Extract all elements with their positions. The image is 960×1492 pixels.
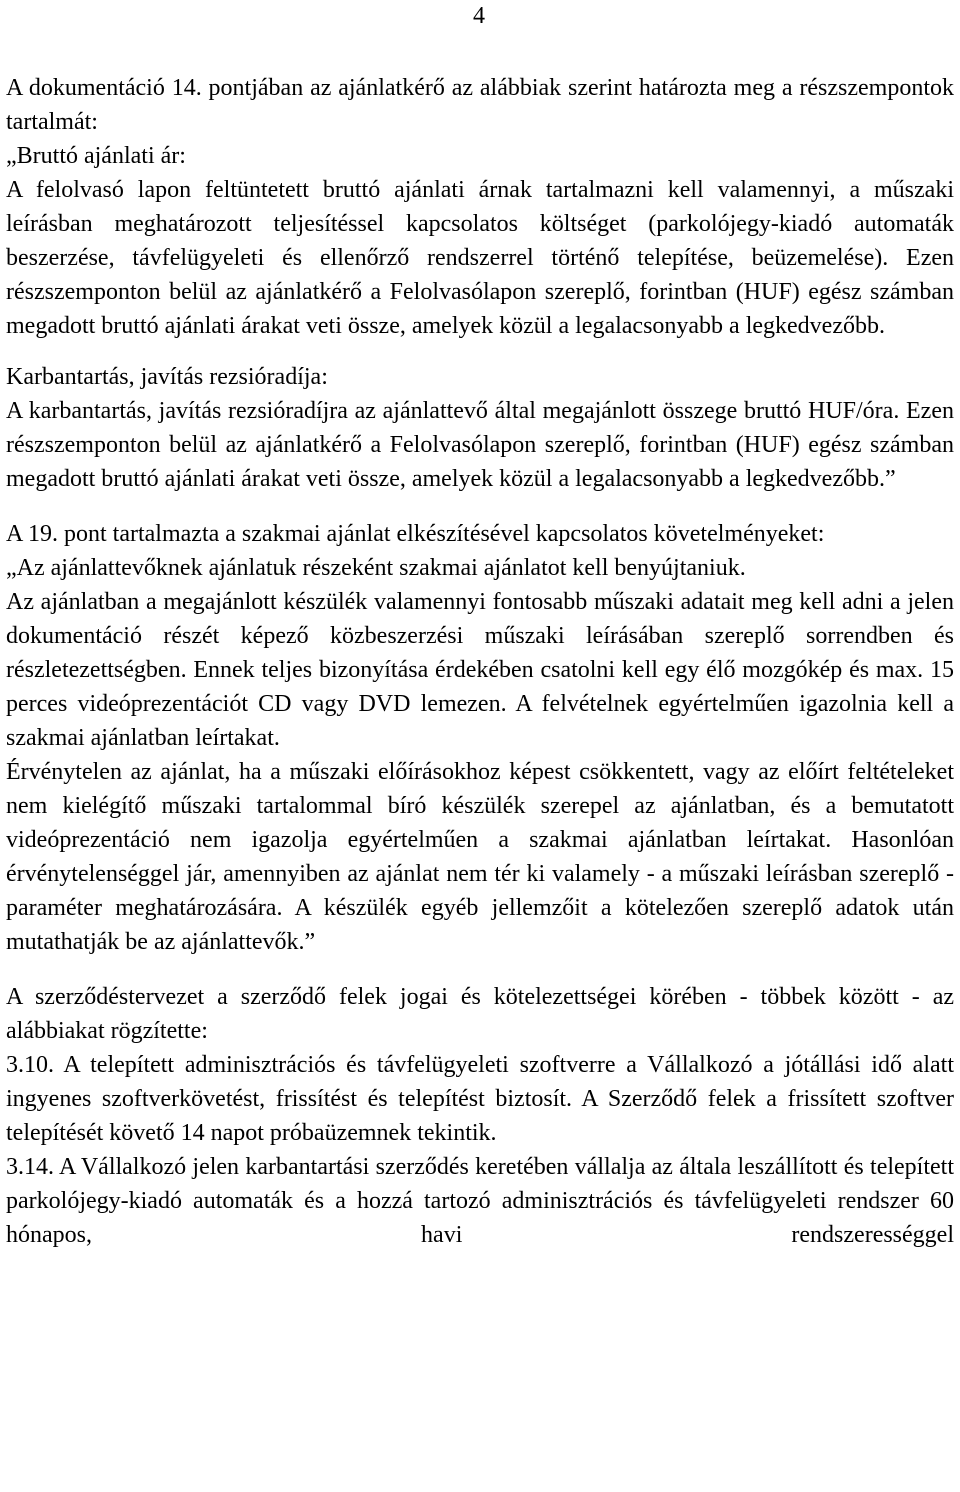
section-intro: A dokumentáció 14. pontjában az ajánlatkérő az alábbiak szerint határozta meg a részszempontok tartalmát: (6, 75, 954, 135)
subheading-gross-price: „Bruttó ajánlati ár: (6, 143, 186, 169)
section-intro: A 19. pont tartalmazta a szakmai ajánlat elkészítésével kapcsolatos követelményeket: (6, 521, 825, 547)
paragraph-gross-price: A felolvasó lapon feltüntetett bruttó ajánlati árnak tartalmazni kell valamennyi, a műszaki leírásban meghatározott teljesítéssel kapcsolatos költséget (parkolójegy-kiadó automaták beszerzése, távfelügyeleti és ellenőrző rendszerrel történő telepítése, beüzemelése). Ezen részszemponton belül az ajánlatkérő a Felolvasólapon szereplő, forintban (HUF) egész számban megadott bruttó ajánlati árakat veti össze, amelyek közül a legalacsonyabb a legkedvezőbb. (6, 177, 954, 339)
subheading-maintenance-fee: Karbantartás, javítás rezsióradíja: (6, 364, 328, 390)
section-contract-terms (6, 980, 954, 1252)
document-body (6, 71, 954, 1252)
quote-professional-offer: „Az ajánlattevőknek ajánlatuk részeként szakmai ajánlatot kell benyújtaniuk. (6, 555, 746, 581)
clause-3-10: 3.10. A telepített adminisztrációs és távfelügyeleti szoftverre a Vállalkozó a jótállási idő alatt ingyenes szoftverkövetést, frissítést és telepítést biztosít. A Szerződő felek a frissített szoftver telepítését követő 14 napot próbaüzemnek tekintik. (6, 1052, 954, 1146)
section-evaluation-price (6, 71, 954, 343)
section-maintenance-fee (6, 360, 954, 496)
section-professional-offer (6, 517, 954, 959)
page-number: 4 (473, 3, 485, 29)
paragraph-maintenance-fee: A karbantartás, javítás rezsióradíjra az ajánlattevő által megajánlott összege bruttó HUF/óra. Ezen részszemponton belül az ajánlatkérő a Felolvasólapon szereplő, forintban (HUF) egész számban megadott bruttó ajánlati árakat veti össze, amelyek közül a legalacsonyabb a legkedvezőbb.” (6, 398, 954, 492)
paragraph-invalidity: Érvénytelen az ajánlat, ha a műszaki előírásokhoz képest csökkentett, vagy az előírt feltételeket nem kielégítő műszaki tartalommal bíró készülék szerepel az ajánlatban, és a bemutatott videóprezentáció nem igazolja egyértelműen a szakmai ajánlatban leírtakat. Hasonlóan érvénytelenséggel jár, amennyiben az ajánlat nem tér ki valamely - a műszaki leírásban szereplő - paraméter meghatározására. A készülék egyéb jellemzőit a kötelezően szereplő adatok után mutathatják be az ajánlattevők.” (6, 759, 954, 955)
paragraph-offer-details: Az ajánlatban a megajánlott készülék valamennyi fontosabb műszaki adatait meg kell adni a jelen dokumentáció részét képező közbeszerzési műszaki leírásában szereplő sorrendben és részletezettségben. Ennek teljes bizonyítása érdekében csatolni kell egy élő mozgókép és max. 15 perces videóprezentációt CD vagy DVD lemezen. A felvételnek egyértelműen igazolnia kell a szakmai ajánlatban leírtakat. (6, 589, 954, 751)
clause-3-14: 3.14. A Vállalkozó jelen karbantartási szerződés keretében vállalja az általa leszállított és telepített parkolójegy-kiadó automaták és a hozzá tartozó adminisztrációs és távfelügyeleti rendszer 60 hónapos, havi rendszerességgel (6, 1154, 954, 1248)
section-intro: A szerződéstervezet a szerződő felek jogai és kötelezettségei körében - többek között - az alábbiakat rögzítette: (6, 984, 954, 1044)
